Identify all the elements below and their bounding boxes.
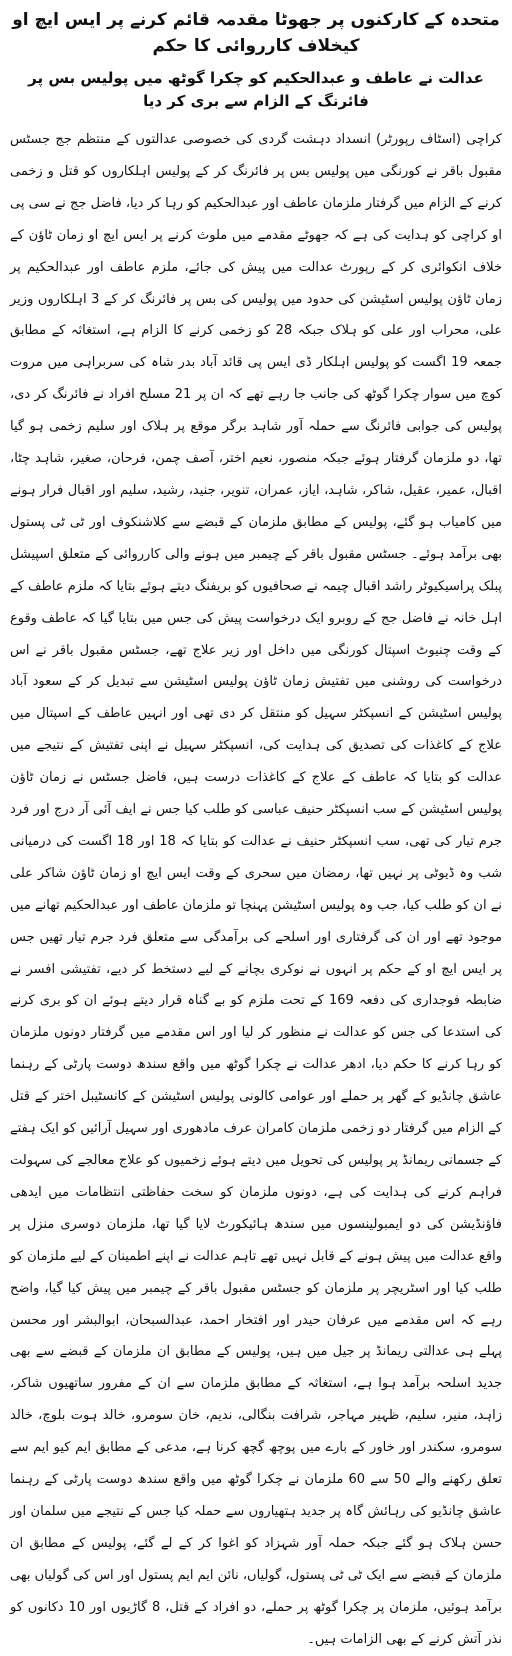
article-headline: متحدہ کے کارکنوں پر جھوٹا مقدمہ قائم کرنے پر ایس ایچ او کیخلاف کارروائی کا حکم	[12, 10, 500, 56]
article-body: کراچی (اسٹاف رپورٹر) انسداد دہشت گردی کی خصوصی عدالتوں کے منتظم جج جسٹس مقبول باقر نے کورنگی میں پولیس بس پر فائرنگ کر کے پولیس اہلکاروں کو قتل و زخمی کرنے کے الزام میں گرفتار ملزمان عاطف اور عبدالحکیم کو رہا کر دیا، فاضل جج نے سی پی او کراچی کو ہدایت کی ہے کہ جھوٹے مقدمے میں ملوث کرنے پر ایس ایچ او زمان ٹاؤن کے خلاف انکوائری کر کے رپورٹ عدالت میں پیش کی جائے، ملزم عاطف اور عبدالحکیم پر زمان ٹاؤن پولیس اسٹیشن کی حدود میں پولیس کی بس پر فائرنگ کر کے 3 اہلکاروں وزیر علی، محراب اور علی کو ہلاک جبکہ 28 کو زخمی کرنے کا الزام ہے، استغاثہ کے مطابق جمعہ 19 اگست کو پولیس اہلکار ڈی ایس پی قائد آباد بدر شاہ کی سربراہی میں مروت کوچ میں سوار چکرا گوٹھ کی جانب جا رہے تھے کہ ان پر 21 مسلح افراد نے فائرنگ کر دی، پولیس کی جوابی فائرنگ سے حملہ آور شاہد برگر موقع پر ہلاک اور سلیم زخمی ہو گیا تھا، دو ملزمان گرفتار ہوئے جبکہ منصور، نعیم اختر، آصف چمن، فرحان، صغیر، شاہد چٹا، اقبال، عمیر، عقیل، شاکر، شاہد، ایاز، عمران، تنویر، جنید، رشید، سلیم اور اقبال فرار ہونے میں کامیاب ہو گئے، پولیس کے مطابق ملزمان کے قبضے سے کلاشنکوف اور ٹی ٹی پستول بھی برآمد ہوئے۔ جسٹس مقبول باقر کے چیمبر میں ہونے والی کارروائی کے متعلق اسپیشل پبلک پراسیکیوٹر راشد اقبال چیمہ نے صحافیوں کو بریفنگ دیتے ہوئے بتایا کہ ملزم عاطف کے اہل خانہ نے فاضل جج کے روبرو ایک درخواست پیش کی جس میں بتایا گیا کہ عاطف وقوع کے وقت چنیوٹ اسپتال کورنگی میں داخل اور زیر علاج تھے، جسٹس مقبول باقر نے اس درخواست کی روشنی میں تفتیش زمان ٹاؤن پولیس اسٹیشن سے تبدیل کر کے سعود آباد پولیس اسٹیشن کے انسپکٹر سہیل کو منتقل کر دی تھی اور انہیں عاطف کے اسپتال میں علاج کے کاغذات کی تصدیق کی ہدایت کی، انسپکٹر سہیل نے اپنی تفتیش کے نتیجے میں عدالت کو بتایا کہ عاطف کے علاج کے کاغذات درست ہیں، فاضل جسٹس نے زمان ٹاؤن پولیس اسٹیشن کے سب انسپکٹر حنیف عباسی کو طلب کیا جس نے ایف آئی آر درج اور فرد جرم تیار کی تھی، سب انسپکٹر حنیف نے عدالت کو بتایا کہ 18 اور 18 اگست کی درمیانی شب وہ ڈیوٹی پر نہیں تھا، رمضان میں سحری کے وقت ایس ایچ او زمان ٹاؤن شاکر علی نے ان کو طلب کیا، جب وہ پولیس اسٹیشن پہنچا تو ملزمان عاطف اور عبدالحکیم تھانے میں موجود تھے اور ان کی گرفتاری اور اسلحے کی برآمدگی سے متعلق فرد جرم تیار تھیں جس پر ایس ایچ او کے حکم پر انہوں نے نوکری بچانے کے لیے دستخط کر دیے، تفتیشی افسر نے ضابطہ فوجداری کی دفعہ 169 کے تحت ملزم کو بے گناہ قرار دیتے ہوئے ان کو بری کرنے کی استدعا کی جس کو عدالت نے منظور کر لیا اور اس مقدمے میں گرفتار دونوں ملزمان کو رہا کرنے کا حکم دیا، ادھر عدالت نے چکرا گوٹھ میں واقع سندھ دوست پارٹی کے رہنما عاشق چانڈیو کے گھر پر حملے اور عوامی کالونی پولیس اسٹیشن کے کانسٹیبل اختر کے قتل کے الزام میں گرفتار دو زخمی ملزمان کامران عرف مادھوری اور سہیل آرائیں کو ایک ہفتے کے جسمانی ریمانڈ پر پولیس کی تحویل میں دیتے ہوئے زخمیوں کو علاج معالجے کی سہولت فراہم کرنے کی ہدایت کی ہے، دونوں ملزمان کو سخت حفاظتی انتظامات میں ایدھی فاؤنڈیشن کی دو ایمبولینسوں میں سندھ ہائیکورٹ لایا گیا تھا، ملزمان دوسری منزل پر واقع عدالت میں پیش ہونے کے قابل نہیں تھے تاہم عدالت نے اپنے اطمینان کے لیے ملزمان کو طلب کیا اور اسٹریچر پر ملزمان کو جسٹس مقبول باقر کے چیمبر میں پیش کیا گیا، واضح رہے کہ اس مقدمے میں عرفان حیدر اور افتخار احمد، عبدالسبحان، ابوالبشر اور محسن پہلے ہی عدالتی ریمانڈ پر جیل میں ہیں، پولیس کے مطابق ان ملزمان کے قبضے سے بھی جدید اسلحہ برآمد ہوا ہے، استغاثہ کے مطابق ملزمان سے ان کے مفرور ساتھیوں شاکر، زاہد، منیر، سلیم، ظہیر مہاجر، شرافت بنگالی، ندیم، خان سومرو، خالد ہوت بلوچ، خالد سومرو، سکندر اور خاور کے بارے میں پوچھ گچھ کرنا ہے، مدعی کے مطابق ایم کیو ایم سے تعلق رکھنے والے 50 سے 60 ملزمان نے چکرا گوٹھ میں واقع سندھ دوست پارٹی کے رہنما عاشق چانڈیو کی رہائش گاہ پر جدید ہتھیاروں سے حملہ کیا جس کے نتیجے میں سلمان اور حسن ہلاک ہو گئے جبکہ حملہ آور شہزاد کو اغوا کر کے لے گئے، پولیس کے مطابق ان ملزمان کے قبضے سے ایک ٹی ٹی پستول، گولیاں، نائن ایم ایم پستول اور اس کی گولیاں بھی برآمد ہوئیں، ملزمان پر چکرا گوٹھ پر حملے، دو افراد کے قتل، 8 گاڑیوں اور 10 دکانوں کو نذر آتش کرنے کے بھی الزامات ہیں۔	[10, 132, 503, 1647]
article-subheadline: عدالت نے عاطف و عبدالحکیم کو چکرا گوٹھ میں پولیس بس پر فائرنگ کے الزام سے بری کر دیا	[28, 69, 484, 110]
